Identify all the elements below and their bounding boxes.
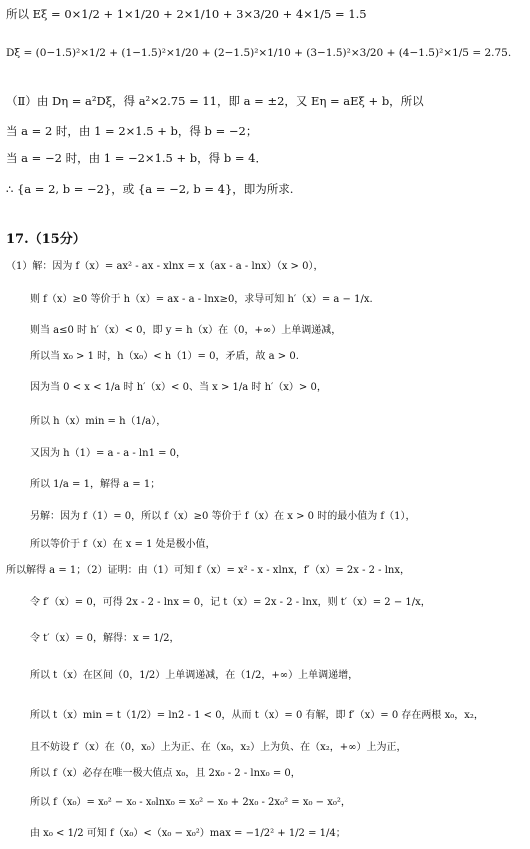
text-line: 因为当 0 < x < 1/a 时 h′（x）< 0、当 x > 1/a 时 h′（x）> 0， bbox=[30, 382, 327, 393]
text-line: 由 x₀ < 1/2 可知 f（x₀）<（x₀ − x₀²）max = −1/2² + 1/2 = 1/4； bbox=[30, 828, 346, 839]
text-line: 当 a = −2 时，由 1 = −2×1.5 + b，得 b = 4． bbox=[6, 151, 267, 165]
text-line: 所以等价于 f（x）在 x = 1 处是极小值， bbox=[30, 539, 216, 550]
text-line: 令 t′（x）= 0，解得：x = 1/2， bbox=[30, 633, 180, 644]
text-line: 另解：因为 f（1）= 0，所以 f（x）≥0 等价于 f（x）在 x > 0 时的最小值为 f（1）， bbox=[30, 511, 416, 522]
text-line: ∴ {a = 2, b = −2}，或 {a = −2, b = 4}，即为所求. bbox=[6, 182, 294, 196]
text-line: 所以当 x₀ > 1 时，h（x₀）< h（1）= 0，矛盾，故 a > 0. bbox=[30, 351, 299, 362]
problem-heading: 17.（15分） bbox=[6, 232, 86, 247]
text-line: 当 a = 2 时，由 1 = 2×1.5 + b，得 b = −2； bbox=[6, 124, 258, 138]
text-line: 所以 1/a = 1，解得 a = 1； bbox=[30, 479, 161, 490]
text-line: 且不妨设 f′（x）在（0，x₀）上为正、在（x₀，x₂）上为负、在（x₂，+∞）上为正， bbox=[30, 742, 407, 753]
text-line: 所以 t（x）min = t（1/2）= ln2 - 1 < 0，从而 t（x）= 0 有解，即 f′（x）= 0 存在两根 x₀，x₂， bbox=[30, 710, 484, 721]
text-line: 所以 t（x）在区间（0，1/2）上单调递减，在（1/2，+∞）上单调递增， bbox=[30, 670, 359, 681]
text-line: 令 f′（x）= 0，可得 2x - 2 - lnx = 0，记 t（x）= 2x - 2 - lnx，则 t′（x）= 2 − 1/x， bbox=[30, 597, 431, 608]
text-line: 所以 f（x₀）= x₀² − x₀ - x₀lnx₀ = x₀² − x₀ + 2x₀ - 2x₀² = x₀ − x₀²， bbox=[30, 797, 351, 808]
text-line: （1）解：因为 f（x）= ax² - ax - xlnx = x（ax - a - lnx）（x > 0）， bbox=[6, 261, 324, 272]
text-line: 则 f（x）≥0 等价于 h（x）= ax - a - lnx≥0，求导可知 h′（x）= a − 1/x. bbox=[30, 294, 373, 305]
text-line: （Ⅱ）由 Dη = a²Dξ，得 a²×2.75 = 11，即 a = ±2，又 Eη = aEξ + b，所以 bbox=[6, 94, 424, 108]
text-line: Dξ = (0−1.5)²×1/2 + (1−1.5)²×1/20 + (2−1.5)²×1/10 + (3−1.5)²×3/20 + (4−1.5)²×1/5 = 2.75. bbox=[6, 47, 512, 59]
text-line: 所以 Eξ = 0×1/2 + 1×1/20 + 2×1/10 + 3×3/20 + 4×1/5 = 1.5 bbox=[6, 7, 367, 21]
text-line: 所以解得 a = 1；（2）证明：由（1）可知 f（x）= x² - x - xlnx，f′（x）= 2x - 2 - lnx， bbox=[6, 565, 411, 576]
text-line: 则当 a≤0 时 h′（x）< 0，即 y = h（x）在（0，+∞）上单调递减， bbox=[30, 325, 342, 336]
text-line: 所以 h（x）min = h（1/a）， bbox=[30, 416, 167, 427]
text-line: 所以 f（x）必存在唯一极大值点 x₀，且 2x₀ - 2 - lnx₀ = 0， bbox=[30, 768, 301, 779]
text-line: 又因为 h（1）= a - a - ln1 = 0， bbox=[30, 448, 187, 459]
